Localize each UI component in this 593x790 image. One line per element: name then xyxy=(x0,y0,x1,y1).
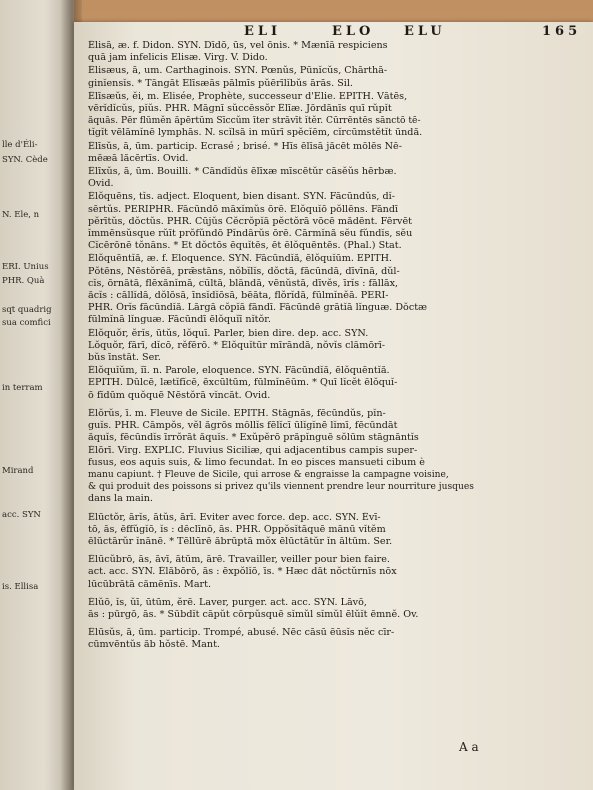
header-center1: ELO xyxy=(332,24,375,39)
left-page-fragment: in terram xyxy=(2,383,43,393)
entry-line: ăcĭs : cāllĭdā, dŏlōsā, īnsĭdĭōsā, bēāta, flŏrĭdā, fūlmĭnĕā. PERI- xyxy=(88,290,389,302)
entry-line: ēlūctārŭr ĭnānē. * Tēllūrē ăbrūptā mŏx ēlūctātŭr ĭn āltūm. Ser. xyxy=(88,535,393,547)
entry-line: Ēlūcŭbrō, ās, āvī, ātūm, ārē. Travailler, veiller pour bien faire. xyxy=(88,554,390,566)
entry-line: act. acc. SYN. Ēlăbōrō, ās : ēxpŏlĭō, īs. * Hæc dāt nŏctŭrnīs nōx xyxy=(88,566,397,578)
entry-line: ō fĭdūm quŏquē Nēstŏrā vĭncāt. Ovid. xyxy=(88,389,271,401)
entry-line: ginĭensĭs. * Tāngāt Elīsæās pālmīs pŭērīlĭbŭs ārās. Sil. xyxy=(88,77,353,89)
dictionary-entry xyxy=(88,40,558,64)
book-page xyxy=(74,22,593,790)
entry-line: & qui produit des poissons si privez qu'ils viennent prendre leur nourriture jusques xyxy=(88,482,474,493)
left-page-fragment: acc. SYN xyxy=(2,510,41,520)
entry-line: Ēlīxŭs, ā, ūm. Bouilli. * Cāndĭdŭs ēlīxæ mīscētŭr cāsĕŭs hērbæ. xyxy=(88,166,397,178)
left-page-fragment: SYN. Cède xyxy=(2,155,48,165)
entry-line: manu capiunt. † Fleuve de Sicile, qui arrose & engraisse la campagne voisine, xyxy=(88,469,449,480)
entry-line: PHR. Ōrĭs fācūndĭă. Lārgā cŏpĭā fāndī. Fācūndē grātĭā lĭnguæ. Dŏctæ xyxy=(88,302,428,314)
entry-line: Ēlŏquĭŭm, ĭī. n. Parole, eloquence. SYN. Fācūndĭă, ēlŏquēntĭă. xyxy=(88,365,390,377)
entry-line: Cĭcērōnē tŏnāns. * Et dŏctōs ēquĭtēs, ēt ēlŏquēntēs. (Phal.) Stat. xyxy=(88,240,402,252)
dictionary-entry xyxy=(88,597,558,621)
entry-line: mēæā lăcērtīs. Ovid. xyxy=(88,152,189,164)
entry-line: bŭs īnstāt. Ser. xyxy=(88,352,161,364)
dictionary-entry xyxy=(88,91,558,140)
entry-line: Ēlūctŏr, ārĭs, ātŭs, ārī. Eviter avec force. dep. acc. SYN. Ēvī- xyxy=(88,511,381,523)
entry-line: fusus, eos aquis suis, & limo fecundat. In eo pisces mansueti cibum è xyxy=(88,456,425,468)
entry-line: guĭs. PHR. Cāmpŏs, vĕl ăgrōs mōllĭs fēlĭcī ūlĭgĭnē lĭmī, fēcūndāt xyxy=(88,420,398,432)
entry-line: Ēlisā, æ. f. Didon. SYN. Dīdō, ūs, vel ōnis. * Mænīā respiciens xyxy=(88,40,388,51)
entry-line: ĭmmēnsŭsque rŭīt prŏfŭndō Pĭndārŭs ōrē. Cārmĭnă sĕu fŭndĭs, sĕu xyxy=(88,228,413,240)
entry-line: Ēlisæus, ā, um. Carthaginois. SYN. Pœnŭs, Pūnĭcŭs, Chārthā- xyxy=(88,65,388,77)
entry-line: cĭs, ōrnātā, flēxănĭmā, cūltā, blāndā, vēnŭstā, dīvĕs, īrĭs : fāllāx, xyxy=(88,277,399,289)
entry-line: Pŏtēns, Nēstŏrēā, prǣstāns, nŏbĭlĭs, dŏctā, fācūndā, dīvīnā, dŭl- xyxy=(88,265,400,277)
entry-line: ăquās. Pēr flūmĕn ăpērtūm Sīccŭm īter strāvīt ĭtĕr. Cūrrēntēs sānctō tē- xyxy=(88,116,421,127)
dictionary-entry xyxy=(88,328,558,365)
entry-line: pĕrītŭs, dŏctŭs. PHR. Cūjŭs Cĕcrŏpĭā pĕctŏrā vōcē mădēnt. Fērvēt xyxy=(88,215,412,227)
dictionary-entry xyxy=(88,166,558,190)
entry-line: Ēlŭō, ĭs, ŭī, ūtūm, ĕrē. Laver, purger. act. acc. SYN. Lāvō, xyxy=(88,596,367,608)
entry-line: lūcūbrātā cămēnīs. Mart. xyxy=(88,578,212,590)
entry-line: Ēlŏquēntĭă, æ. f. Eloquence. SYN. Fācūndĭă, ēlŏquĭūm. EPITH. xyxy=(88,253,392,265)
entry-line: Lŏquŏr, fārī, dĭcō, rĕfērō. * Ēlŏquĭtūr mīrāndā, nŏvĭs clāmōrī- xyxy=(88,339,386,351)
entry-line: Ēlŏrŭs, ī. m. Fleuve de Sicile. EPITH. Stāgnās, fēcūndŭs, pĭn- xyxy=(88,407,386,419)
entry-line: Ēlīsæŭs, ĕi, m. Elisée, Prophète, successeur d'Elie. EPITH. Vātēs, xyxy=(88,90,408,102)
entry-line: Ēlōrī. Virg. EXPLIC. Fluvius Siciliæ, qui adjacentibus campis super- xyxy=(88,444,418,456)
dictionary-entry xyxy=(88,253,558,326)
left-page-fragment: Mirand xyxy=(2,466,34,476)
entry-line: Ēlŏquēns, tĭs. adject. Eloquent, bien disant. SYN. Fācūndŭs, dĭ- xyxy=(88,191,395,203)
left-page-fragment: sua comfici xyxy=(2,318,51,328)
dictionary-entry xyxy=(88,554,558,591)
entry-line: EPITH. Dūlcē, lætĭfĭcē, ēxcūltūm, fūlmĭnēūm. * Quī lĭcĕt ēlŏquĭ- xyxy=(88,377,398,389)
header-left: ELI xyxy=(244,24,282,39)
left-page-fragment: lle d'Éli- xyxy=(2,140,38,150)
left-page-fragment: is. Ellisa xyxy=(2,582,39,592)
entry-line: vērĭdĭcŭs, pĭŭs. PHR. Māgnī sŭccēssŏr Ēlīæ. Jōrdānīs quī rŭpĭt xyxy=(88,103,392,115)
left-page-fragment: N. Ele, n xyxy=(2,210,40,220)
entry-line: sērtŭs. PERIPHR. Fācūndō māxĭmŭs ōrē. Ēlŏquĭō pŏllēns. Fāndī xyxy=(88,203,399,215)
entry-line: fūlmĭnā lĭnguæ. Fācūndī ēlŏquĭī nĭtŏr. xyxy=(88,314,271,326)
entry-line: Ēlŏquŏr, ĕrĭs, ūtŭs, lŏquī. Parler, bien dire. dep. acc. SYN. xyxy=(88,327,369,339)
header-center2: ELU xyxy=(404,24,446,39)
entry-line: quā jam infelicis Elisæ. Virg. V. Dido. xyxy=(88,52,268,64)
entry-line: Ovid. xyxy=(88,178,114,190)
entry-line: dans la main. xyxy=(88,493,153,505)
page-number: 165 xyxy=(542,24,582,39)
entry-line: tō, ās, ēffŭgĭō, ĭs : dēclīnō, ās. PHR. Ŏppŏsĭtāquē mānū vĭtĕm xyxy=(88,523,386,535)
dictionary-entry xyxy=(88,512,558,549)
dictionary-entries xyxy=(88,40,558,653)
entry-line: ās : pūrgō, ās. * Sūbdĭt cāpŭt cōrpŭsquē sĭmŭl sĭmŭl ēlŭĭt ēmnĕ. Ov. xyxy=(88,608,419,620)
dictionary-entry xyxy=(88,141,558,165)
dictionary-entry xyxy=(88,627,558,651)
dictionary-entry xyxy=(88,408,558,506)
signature-mark: A a xyxy=(459,740,479,754)
entry-line: cūmvēntŭs ăb hŏstē. Mant. xyxy=(88,639,220,651)
entry-line: Ēlūsŭs, ā, ūm. particip. Trompé, abusé. Nēc cāsū ēūsĭs nĕc cīr- xyxy=(88,627,395,639)
entry-line: ăquĭs, fēcūndĭs īrrŏrāt ăquĭs. * Exŭpĕrō prăpĭnguē sŏlūm stāgnāntĭs xyxy=(88,432,419,444)
dictionary-entry xyxy=(88,365,558,402)
dictionary-entry xyxy=(88,191,558,252)
left-page-fragment: PHR. Quà xyxy=(2,276,45,286)
dictionary-entry xyxy=(88,65,558,89)
left-page-fragment: ERI. Unius xyxy=(2,262,49,272)
left-page-fragment: sqt quadrig xyxy=(2,305,52,315)
entry-line: Ēlīsŭs, ā, ūm. particip. Ecrasé ; brisé. * Hīs ēlīsā jăcēt mōlēs Nē- xyxy=(88,140,402,152)
entry-line: tĭgĭt vēlāmĭnē lymphās. N. scĭlsā in mūrī spĕcĭēm, cĭrcūmstĕtĭt ūndă. xyxy=(88,127,423,139)
